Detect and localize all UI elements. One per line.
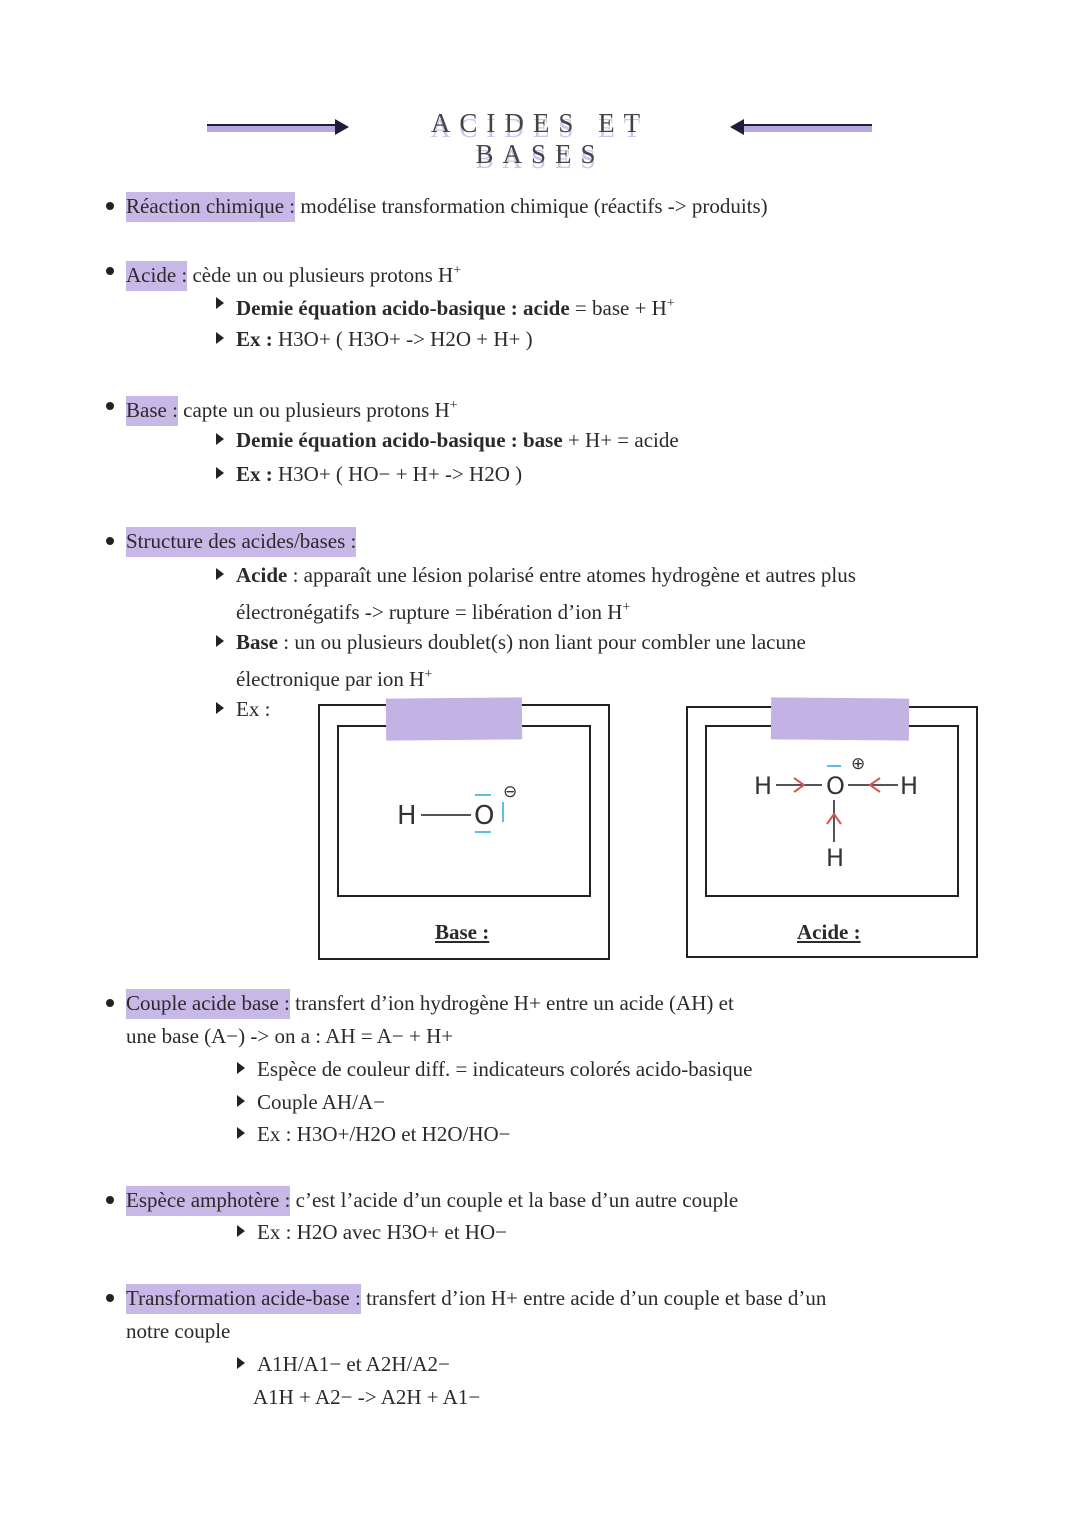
bullet xyxy=(106,537,114,545)
sub-bullet xyxy=(216,332,224,344)
structure-acide-1 xyxy=(236,561,856,589)
page-title: ACIDES ET BASES xyxy=(430,108,650,169)
text-reaction: modélise transformation chimique (réactifs -> produits) xyxy=(295,194,768,218)
sub-bullet xyxy=(237,1225,245,1237)
bullet xyxy=(106,1294,114,1302)
text-acide: cède un ou plusieurs protons H xyxy=(187,263,454,287)
text-couple-2: une base (A−) -> on a : AH = A− + H+ xyxy=(126,1024,454,1048)
text-base: capte un ou plusieurs protons H xyxy=(177,398,450,422)
term-structure: Structure des acides/bases : xyxy=(126,527,356,557)
title-right-arrowhead xyxy=(730,119,744,135)
bullet xyxy=(106,267,114,275)
section-couple-2 xyxy=(126,1022,453,1050)
base-ex-text: H3O+ ( HO− + H+ -> H2O ) xyxy=(272,462,523,486)
text-couple-1: transfert d’ion hydrogène H+ entre un acide (AH) et xyxy=(289,991,734,1015)
hydronium-h-bottom: H xyxy=(826,844,845,872)
acide-demi-equation: Demie équation acido-basique : acide = base + H+ xyxy=(236,296,675,320)
sub-bullet xyxy=(216,433,224,445)
transformation-sub-1: A1H/A1− et A2H/A2− xyxy=(257,1352,450,1376)
structure-base-1 xyxy=(236,628,806,656)
transformation-sub-2: A1H + A2− -> A2H + A1− xyxy=(253,1385,481,1409)
sub-bullet xyxy=(237,1127,245,1139)
structure-base-2: électronique par ion H+ xyxy=(236,667,433,691)
acid-tape xyxy=(771,697,909,740)
term-base: Base : xyxy=(126,396,178,426)
section-couple-1 xyxy=(126,989,734,1017)
acide-demi-bold: Demie équation acido-basique : acide xyxy=(236,296,570,320)
sub-bullet xyxy=(237,1062,245,1074)
sub-bullet xyxy=(237,1357,245,1369)
acid-caption: Acide : xyxy=(797,920,861,944)
sub-bullet xyxy=(237,1095,245,1107)
hydronium-h-right: H xyxy=(900,772,919,800)
base-ex-label: Ex : xyxy=(236,462,273,486)
base-demi-rest: + H+ = acide xyxy=(562,428,679,452)
acide-ex-label: Ex : xyxy=(236,327,273,351)
couple-sub-3: Ex : H3O+/H2O et H2O/HO− xyxy=(257,1122,511,1146)
acide-example xyxy=(236,325,533,353)
text-transformation-2: notre couple xyxy=(126,1319,231,1343)
text-transformation-1: transfert d’ion H+ entre acide d’un couple et base d’un xyxy=(360,1286,827,1310)
couple-sub-1: Espèce de couleur diff. = indicateurs colorés acido-basique xyxy=(257,1057,753,1081)
term-transformation: Transformation acide-base : xyxy=(126,1284,361,1314)
section-amphotere xyxy=(126,1186,738,1214)
section-transformation-1 xyxy=(126,1284,826,1312)
term-acide: Acide : xyxy=(126,261,187,291)
text-amphotere: c’est l’acide d’un couple et la base d’un autre couple xyxy=(290,1188,739,1212)
hydronium-h-left: H xyxy=(754,772,773,800)
title-left-arrowhead xyxy=(335,119,349,135)
hydroxide-charge: ⊖ xyxy=(503,782,518,802)
hydronium-structure xyxy=(752,752,922,872)
bullet xyxy=(106,402,114,410)
bullet xyxy=(106,999,114,1007)
section-reaction xyxy=(126,192,768,220)
term-reaction: Réaction chimique : xyxy=(126,192,295,222)
sub-bullet xyxy=(216,568,224,580)
sub-bullet xyxy=(216,467,224,479)
base-caption: Base : xyxy=(435,920,490,944)
structure-ex-label: Ex : xyxy=(236,697,271,721)
sub-bullet xyxy=(216,297,224,309)
couple-sub-2: Couple AH/A− xyxy=(257,1090,385,1114)
title-left-arrow xyxy=(207,124,337,132)
structure-base-text2: électronique par ion H xyxy=(236,667,425,691)
term-couple: Couple acide base : xyxy=(126,989,290,1019)
term-amphotere: Espèce amphotère : xyxy=(126,1186,290,1216)
base-demi-bold: Demie équation acido-basique : base xyxy=(236,428,563,452)
acide-ex-text: H3O+ ( H3O+ -> H2O + H+ ) xyxy=(272,327,533,351)
hydronium-o-atom: O xyxy=(826,772,845,800)
acide-demi-rest: = base + H xyxy=(569,296,667,320)
base-example xyxy=(236,460,522,488)
sub-bullet xyxy=(216,702,224,714)
bullet xyxy=(106,1196,114,1204)
section-transformation-2 xyxy=(126,1317,230,1345)
hydroxide-o-atom: O xyxy=(474,801,495,831)
bullet xyxy=(106,202,114,210)
hydronium-charge: ⊕ xyxy=(851,754,866,774)
structure-base-label: Base xyxy=(236,630,278,654)
structure-acide-2: électronégatifs -> rupture = libération d’ion H+ xyxy=(236,600,631,624)
structure-acide-label: Acide xyxy=(236,563,288,587)
section-base: Base : capte un ou plusieurs protons H+ xyxy=(126,392,458,424)
base-tape xyxy=(386,697,522,740)
base-demi-equation xyxy=(236,426,679,454)
structure-base-text1: : un ou plusieurs doublet(s) non liant pour combler une lacune xyxy=(278,630,806,654)
sub-bullet xyxy=(216,635,224,647)
hydroxide-structure xyxy=(395,780,525,840)
section-structure xyxy=(126,527,356,555)
structure-acide-text1: : apparaît une lésion polarisé entre atomes hydrogène et autres plus xyxy=(287,563,856,587)
structure-acide-text2: électronégatifs -> rupture = libération d’ion H xyxy=(236,600,623,624)
section-acide: Acide : cède un ou plusieurs protons H+ xyxy=(126,257,461,289)
amphotere-sub-1: Ex : H2O avec H3O+ et HO− xyxy=(257,1220,507,1244)
title-right-arrow xyxy=(744,124,872,132)
hydroxide-h-atom: H xyxy=(397,801,417,831)
